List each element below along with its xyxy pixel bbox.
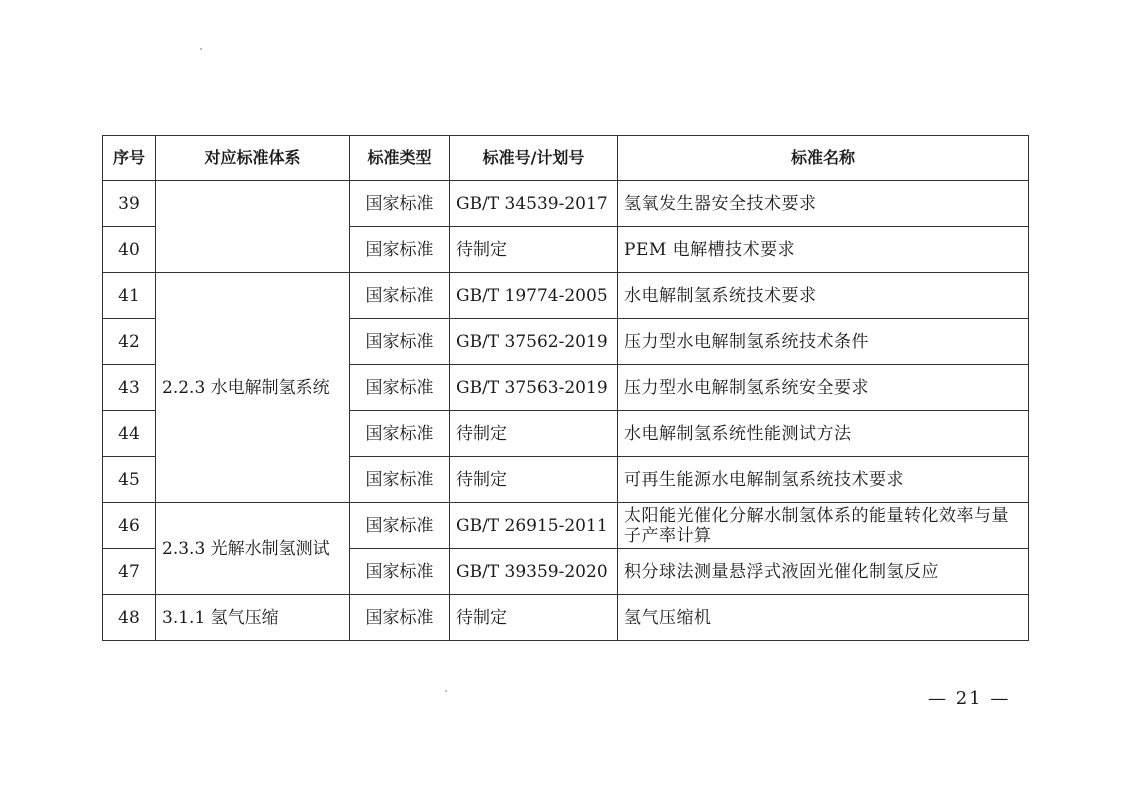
row-seq: 43 xyxy=(103,365,156,411)
row-name: 压力型水电解制氢系统技术条件 xyxy=(618,319,1029,365)
header-seq: 序号 xyxy=(103,136,156,181)
row-name: 压力型水电解制氢系统安全要求 xyxy=(618,365,1029,411)
row-seq: 48 xyxy=(103,595,156,641)
row-number: GB/T 39359-2020 xyxy=(450,549,618,595)
row-number: GB/T 26915-2011 xyxy=(450,503,618,549)
row-type: 国家标准 xyxy=(350,503,450,549)
system-group-cell: 3.1.1 氢气压缩 xyxy=(156,595,350,641)
row-type: 国家标准 xyxy=(350,273,450,319)
row-seq: 42 xyxy=(103,319,156,365)
page-number: — 21 — xyxy=(928,688,1011,709)
row-type: 国家标准 xyxy=(350,365,450,411)
header-number: 标准号/计划号 xyxy=(450,136,618,181)
system-group-cell: 2.2.3 水电解制氢系统 xyxy=(156,273,350,503)
row-name: 太阳能光催化分解水制氢体系的能量转化效率与量子产率计算 xyxy=(618,503,1029,549)
row-type: 国家标准 xyxy=(350,181,450,227)
table-row xyxy=(103,273,1029,319)
table-row xyxy=(103,503,1029,549)
row-name: 可再生能源水电解制氢系统技术要求 xyxy=(618,457,1029,503)
row-name: PEM 电解槽技术要求 xyxy=(618,227,1029,273)
row-seq: 45 xyxy=(103,457,156,503)
scan-speck xyxy=(445,690,447,692)
row-seq: 40 xyxy=(103,227,156,273)
row-seq: 44 xyxy=(103,411,156,457)
row-number: GB/T 37562-2019 xyxy=(450,319,618,365)
scan-speck xyxy=(200,48,202,50)
header-name: 标准名称 xyxy=(618,136,1029,181)
row-number: 待制定 xyxy=(450,227,618,273)
row-number: GB/T 34539-2017 xyxy=(450,181,618,227)
row-name: 水电解制氢系统技术要求 xyxy=(618,273,1029,319)
table-row xyxy=(103,595,1029,641)
row-type: 国家标准 xyxy=(350,319,450,365)
header-type: 标准类型 xyxy=(350,136,450,181)
row-seq: 41 xyxy=(103,273,156,319)
row-number: 待制定 xyxy=(450,457,618,503)
row-number: 待制定 xyxy=(450,595,618,641)
row-seq: 47 xyxy=(103,549,156,595)
row-seq: 46 xyxy=(103,503,156,549)
system-group-cell xyxy=(156,181,350,273)
row-name: 水电解制氢系统性能测试方法 xyxy=(618,411,1029,457)
row-number: GB/T 19774-2005 xyxy=(450,273,618,319)
row-seq: 39 xyxy=(103,181,156,227)
row-number: 待制定 xyxy=(450,411,618,457)
row-name: 氢氧发生器安全技术要求 xyxy=(618,181,1029,227)
row-name: 积分球法测量悬浮式液固光催化制氢反应 xyxy=(618,549,1029,595)
system-group-cell: 2.3.3 光解水制氢测试 xyxy=(156,503,350,595)
header-system: 对应标准体系 xyxy=(156,136,350,181)
row-type: 国家标准 xyxy=(350,549,450,595)
table-header-row xyxy=(103,136,1029,181)
row-type: 国家标准 xyxy=(350,457,450,503)
row-number: GB/T 37563-2019 xyxy=(450,365,618,411)
row-name: 氢气压缩机 xyxy=(618,595,1029,641)
row-type: 国家标准 xyxy=(350,595,450,641)
row-type: 国家标准 xyxy=(350,227,450,273)
row-type: 国家标准 xyxy=(350,411,450,457)
table-row xyxy=(103,181,1029,227)
standards-table xyxy=(102,135,1029,641)
